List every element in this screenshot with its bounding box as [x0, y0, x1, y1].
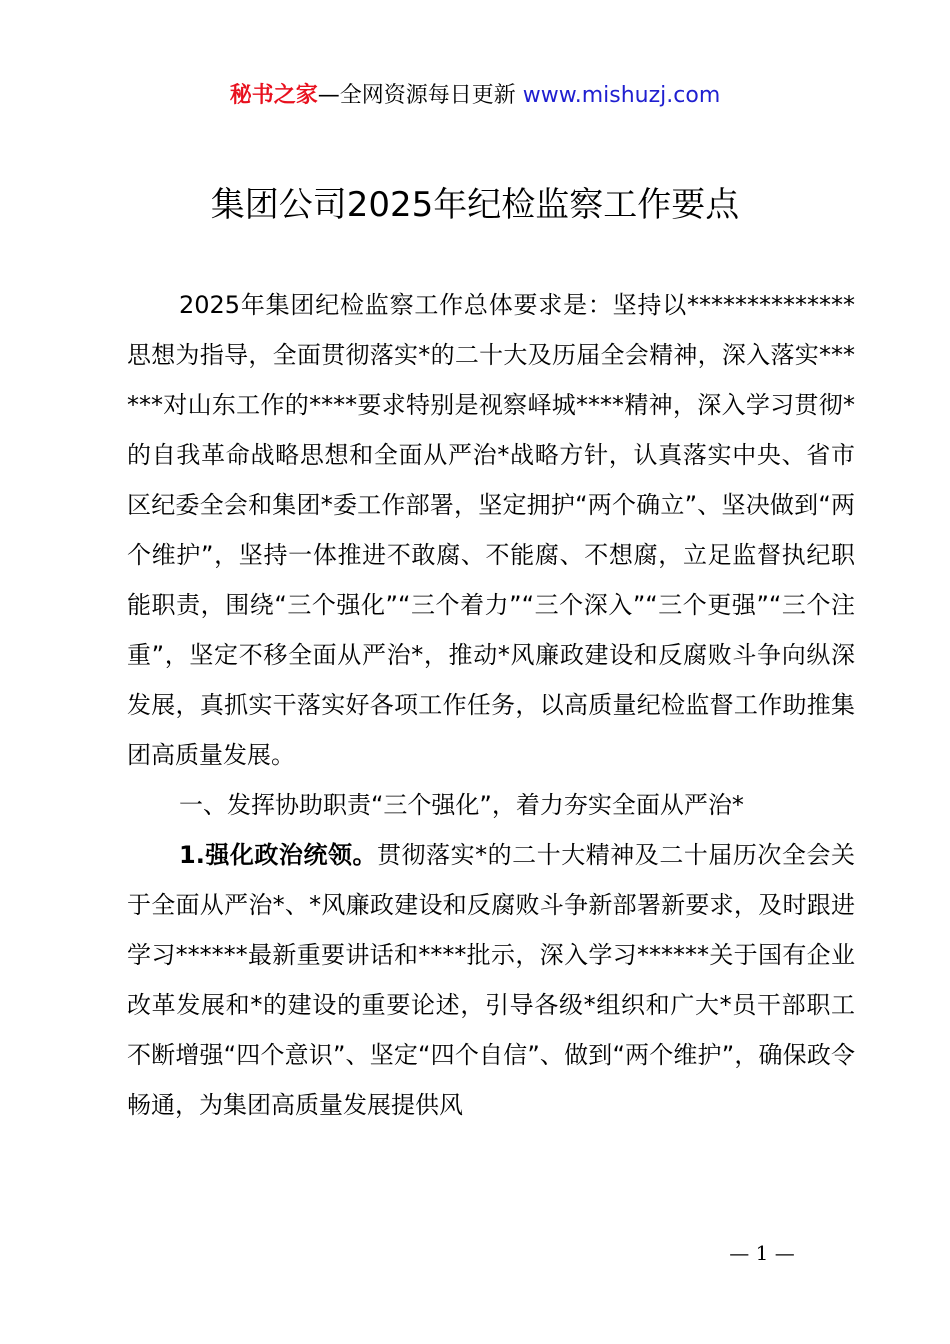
document-body [127, 280, 855, 1130]
site-header [0, 80, 950, 112]
section-heading: 一、发挥协助职责“三个强化”，着力夯实全面从严治* [179, 791, 744, 819]
item-text: 贯彻落实*的二十大精神及二十届历次全会关于全面从严治*、*风廉政建设和反腐败斗争新部署新要求，及时跟进学习******最新重要讲话和****批示，深入学习******关于国有企业改革发展和*的建设的重要论述，引导各级*组织和广大*员干部职工不断增强“四个意识”、坚定“四个自信”、做到“两个维护”，确保政令畅通，为集团高质量发展提供风 [127, 841, 855, 1119]
intro-paragraph: 2025年集团纪检监察工作总体要求是：坚持以**************思想为指导，全面贯彻落实*的二十大及历届全会精神，深入落实******对山东工作的****要求特别是视察峄城****精神，深入学习贯彻*的自我革命战略思想和全面从严治*战略方针，认真落实中央、省市区纪委全会和集团*委工作部署，坚定拥护“两个确立”、坚决做到“两个维护”，坚持一体推进不敢腐、不能腐、不想腐，立足监督执纪职能职责，围绕“三个强化”“三个着力”“三个深入”“三个更强”“三个注重”，坚定不移全面从严治*，推动*风廉政建设和反腐败斗争向纵深发展，真抓实干落实好各项工作任务，以高质量纪检监督工作助推集团高质量发展。 [127, 291, 855, 769]
item-paragraph [127, 830, 855, 1130]
site-tagline: —全网资源每日更新 [317, 83, 516, 108]
site-url-link[interactable]: www.mishuzj.com [522, 83, 721, 108]
site-brand: 秘书之家 [229, 83, 318, 108]
page-number: — 1 — [729, 1241, 795, 1265]
item-lead: 1.强化政治统领。 [179, 841, 378, 869]
document-title: 集团公司2025年纪检监察工作要点 [210, 185, 740, 225]
